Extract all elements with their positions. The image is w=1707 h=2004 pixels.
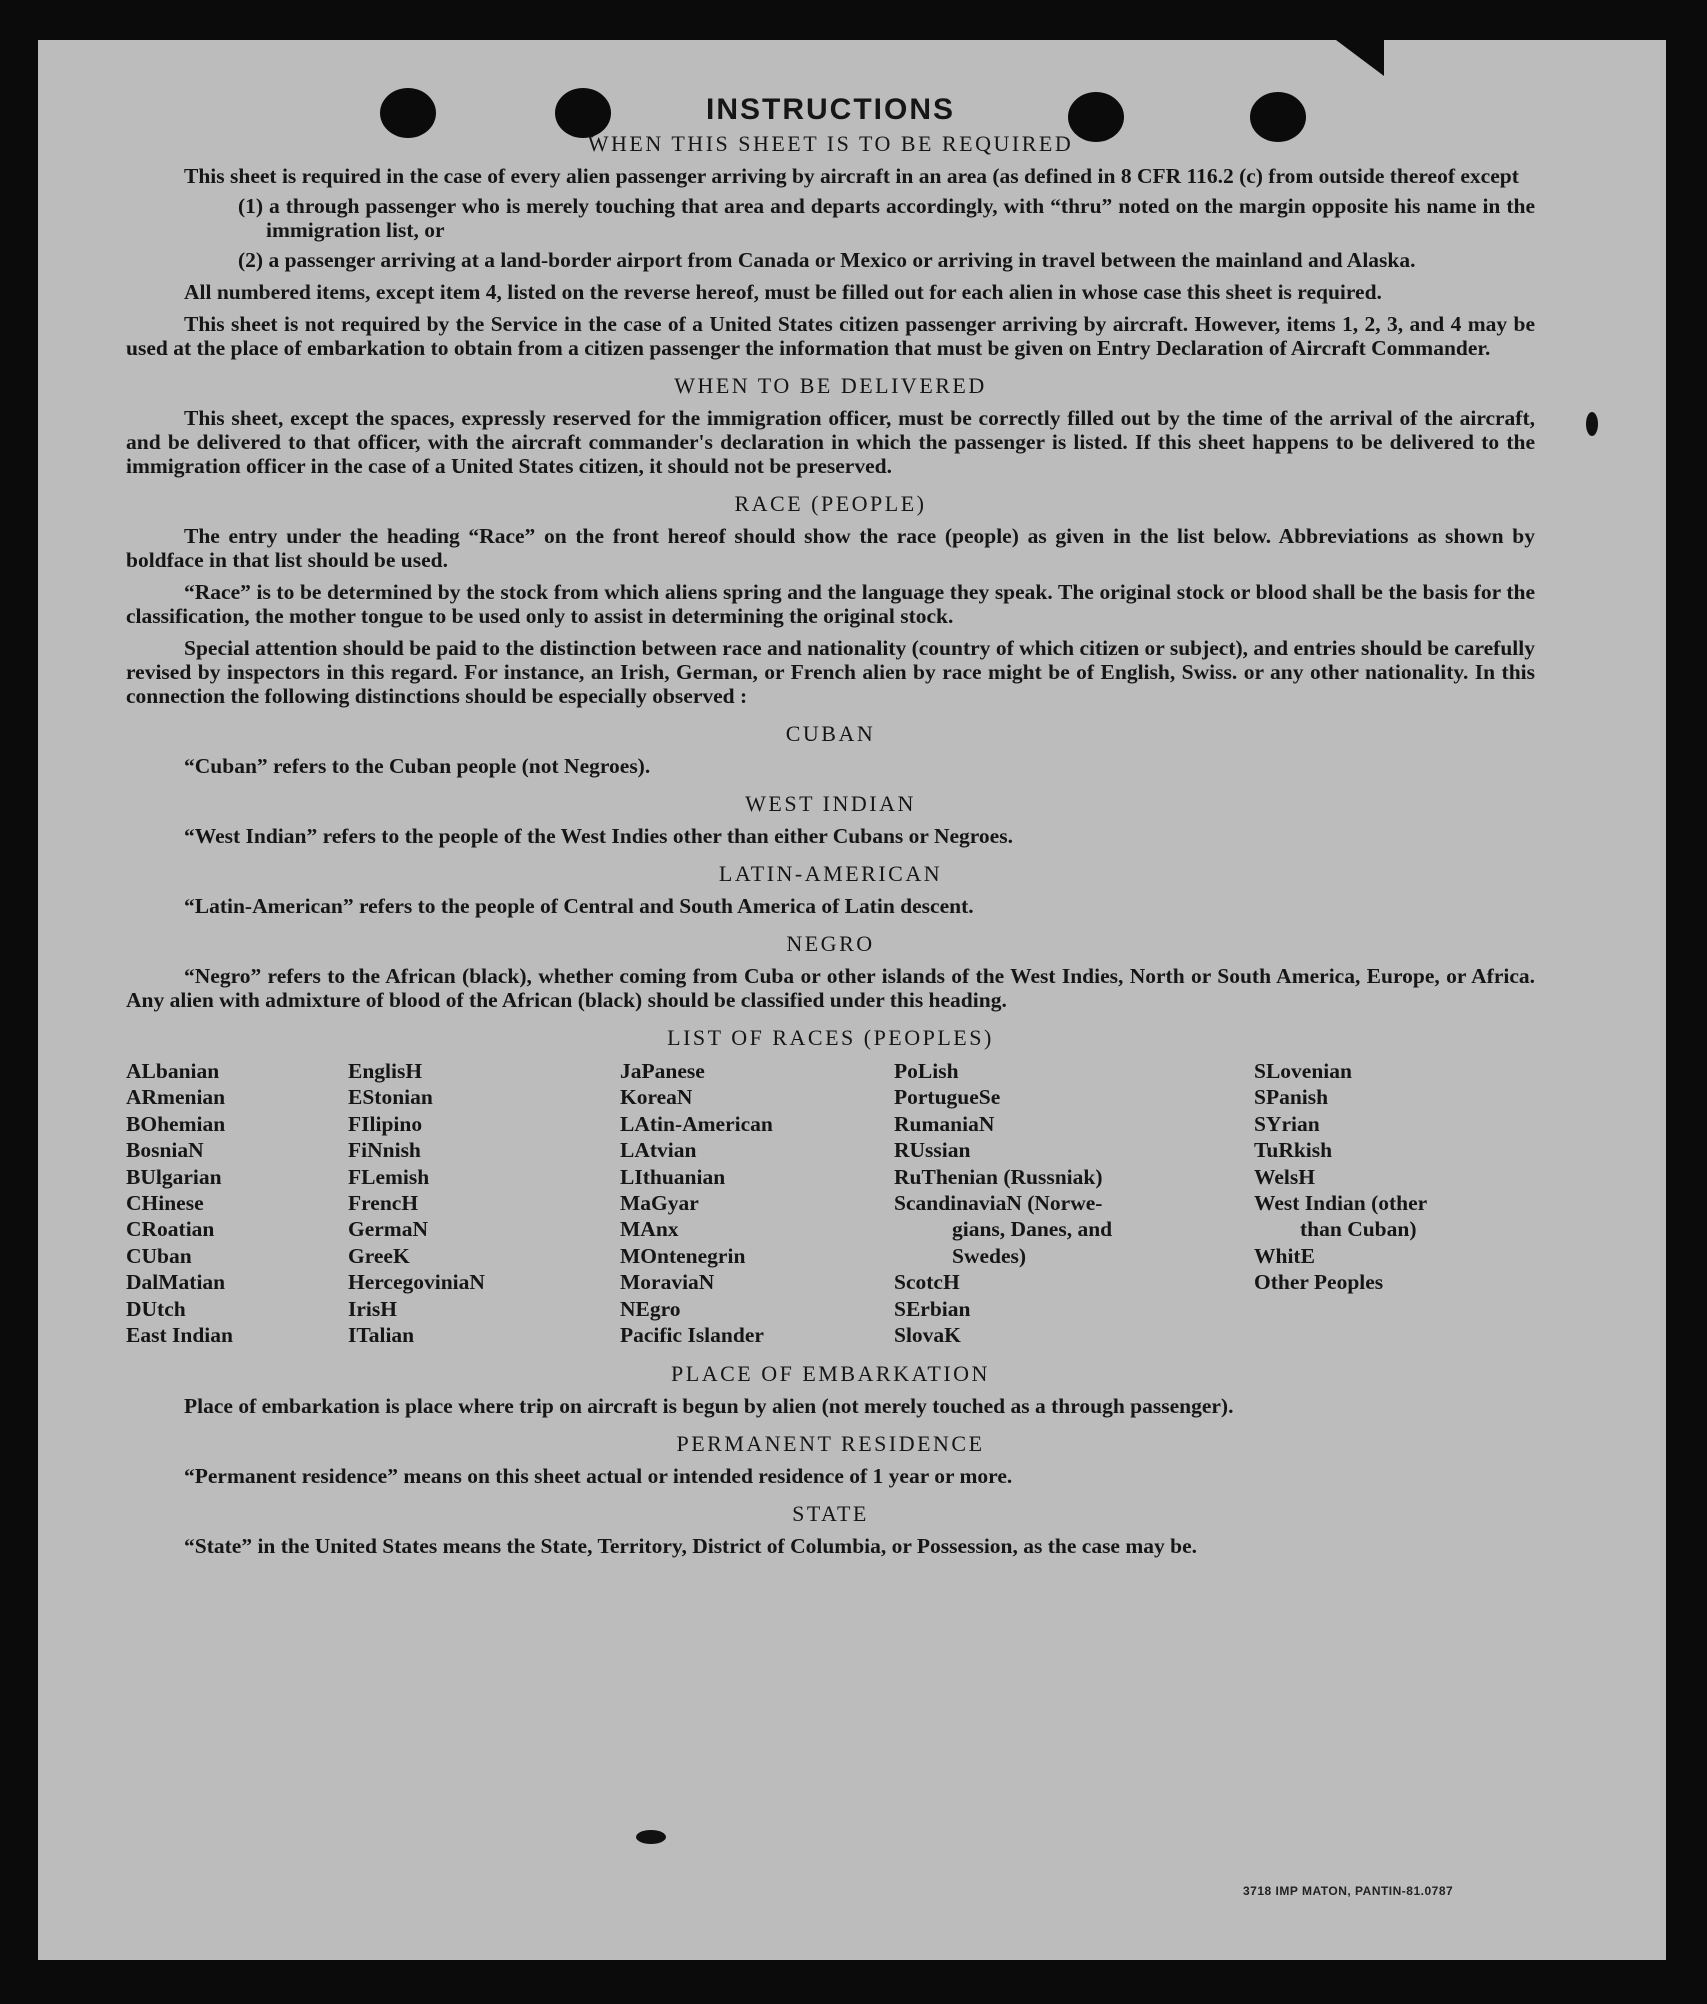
section-heading-west-indian: WEST INDIAN [745,791,916,816]
races-column [126,1058,348,1348]
state-definition: “State” in the United States means the State, Territory, District of Columbia, or Possession, as the case may be. [184,1534,1198,1559]
instructions-content [126,93,1535,1559]
race-entry: GreeK [348,1243,410,1268]
residence-definition: “Permanent residence” means on this sheet actual or intended residence of 1 year or more. [184,1464,1013,1489]
race-entry: Pacific Islander [620,1323,764,1348]
race-entry: BUlgarian [126,1164,222,1189]
race-entry: EnglisH [348,1059,423,1083]
required-item-2: (2) a passenger arriving at a land-border airport from Canada or Mexico or arriving in travel between the mainland and Alaska. [238,248,1416,272]
race-entry: ITalian [348,1323,415,1348]
race-entry: DUtch [126,1296,186,1321]
race-entry: GermaN [348,1217,428,1242]
race-entry: CRoatian [126,1217,215,1242]
section-heading-delivered: WHEN TO BE DELIVERED [674,373,987,398]
race-entry: West Indian (other [1254,1191,1428,1216]
race-entry: JaPanese [620,1059,705,1083]
race-entry: SPanish [1254,1085,1329,1110]
race-entry: Other Peoples [1254,1270,1384,1295]
required-item-1: (1) a through passenger who is merely touching that area and departs accordingly, with “thru” noted on the margin opposite his name in the immigration list, or [238,194,1535,242]
section-heading-state: STATE [792,1501,869,1527]
race-entry: FLemish [348,1164,430,1189]
race-entry: MoraviaN [620,1270,715,1295]
races-list [126,1058,1535,1348]
race-entry: MaGyar [620,1191,699,1216]
race-entry: FiNnish [348,1138,421,1163]
race-paragraph-3: Special attention should be paid to the distinction between race and nationality (country of which citizen or subject), and entries should be carefully revised by inspectors in this regard. For instance, an Irish, German, or French alien by race might be of English, Swiss. or any other nationality. In this connection the following distinctions should be especially observed : [126,636,1535,708]
section-heading-race: RACE (PEOPLE) [734,491,927,516]
torn-corner [1336,40,1384,76]
race-entry: SYrian [1254,1111,1320,1136]
page-title: INSTRUCTIONS [706,93,955,126]
race-entry: RUssian [894,1138,971,1163]
race-entry-continuation: Swedes) [952,1243,1027,1268]
race-entry: HercegoviniaN [348,1270,485,1295]
delivered-paragraph: This sheet, except the spaces, expressly reserved for the immigration officer, must be correctly filled out by the time of the arrival of the aircraft, and be delivered to that officer, with the aircraft commander's declaration in which the passenger is listed. If this sheet happens to be delivered to the immigration officer in the case of a United States citizen, it should not be preserved. [126,406,1535,478]
race-entry: BOhemian [126,1111,226,1136]
section-heading-embarkation: PLACE OF EMBARKATION [671,1361,990,1387]
race-entry: ARmenian [126,1085,226,1110]
race-entry: LAtvian [620,1138,697,1163]
race-entry: PoLish [894,1059,959,1083]
race-entry: ScotcH [894,1270,960,1295]
race-entry: LIthuanian [620,1164,726,1189]
race-entry: FrencH [348,1191,419,1216]
printer-imprint: 3718 IMP MATON, PANTIN-81.0787 [1243,1884,1454,1898]
race-entry: East Indian [126,1323,233,1348]
section-heading-latin-american: LATIN-AMERICAN [718,861,943,886]
ink-blot [1586,412,1598,436]
embarkation-definition: Place of embarkation is place where trip on aircraft is begun by alien (not merely touched as a through passenger). [184,1394,1234,1419]
race-paragraph-1: The entry under the heading “Race” on the front hereof should show the race (people) as given in the list below. Abbreviations as shown by boldface in that list should be used. [126,524,1535,572]
races-column [894,1058,1254,1348]
races-column [1254,1058,1514,1348]
cuban-definition: “Cuban” refers to the Cuban people (not Negroes). [184,754,651,778]
races-column [620,1058,894,1348]
race-entry: MOntenegrin [620,1243,746,1268]
ink-blot [636,1830,666,1844]
race-entry: BosniaN [126,1138,204,1163]
required-paragraph-2: All numbered items, except item 4, listed on the reverse hereof, must be filled out for each alien in whose case this sheet is required. [184,280,1382,304]
race-entry: IrisH [348,1296,397,1321]
race-entry: EStonian [348,1085,433,1110]
race-entry: KoreaN [620,1085,693,1110]
race-entry: PortugueSe [894,1085,1001,1110]
race-entry: WelsH [1254,1164,1315,1189]
section-heading-residence: PERMANENT RESIDENCE [676,1431,985,1457]
race-entry: SlovaK [894,1323,961,1348]
race-entry: TuRkish [1254,1138,1333,1163]
section-heading-negro: NEGRO [786,931,875,956]
race-paragraph-2: “Race” is to be determined by the stock from which aliens spring and the language they speak. The original stock or blood shall be the basis for the classification, the mother tongue to be used only to assist in determining the original stock. [126,580,1535,628]
required-paragraph-3: This sheet is not required by the Service in the case of a United States citizen passenger arriving by aircraft. However, items 1, 2, 3, and 4 may be used at the place of embarkation to obtain from a citizen passenger the information that must be given on Entry Declaration of Aircraft Commander. [126,312,1535,360]
race-entry: MAnx [620,1217,679,1242]
race-entry: RuThenian (Russniak) [894,1164,1103,1189]
race-entry: ScandinaviaN (Norwe- [894,1191,1103,1216]
race-entry: SErbian [894,1296,971,1321]
race-entry: NEgro [620,1296,681,1321]
race-entry: SLovenian [1254,1059,1352,1083]
race-entry: WhitE [1254,1243,1315,1268]
latin-american-definition: “Latin-American” refers to the people of Central and South America of Latin descent. [184,894,974,918]
race-entry: ALbanian [126,1059,220,1083]
race-entry: LAtin-American [620,1111,773,1136]
section-heading-required: WHEN THIS SHEET IS TO BE REQUIRED [587,131,1074,156]
west-indian-definition: “West Indian” refers to the people of the West Indies other than either Cubans or Negroes. [184,824,1013,848]
race-entry: CUban [126,1243,192,1268]
races-column [348,1058,620,1348]
race-entry-continuation: than Cuban) [1300,1217,1417,1242]
race-entry: FIlipino [348,1111,423,1136]
race-entry-continuation: gians, Danes, and [952,1217,1113,1242]
race-entry: RumaniaN [894,1111,995,1136]
race-entry: DalMatian [126,1270,226,1295]
section-heading-cuban: CUBAN [785,721,876,746]
race-entry: CHinese [126,1191,204,1216]
negro-definition: “Negro” refers to the African (black), whether coming from Cuba or other islands of the West Indies, North or South America, Europe, or Africa. Any alien with admixture of blood of the African (black) should be classified under this heading. [126,964,1535,1012]
required-intro: This sheet is required in the case of every alien passenger arriving by aircraft in an area (as defined in 8 CFR 116.2 (c) from outside thereof except [184,164,1519,188]
section-heading-list-of-races: LIST OF RACES (PEOPLES) [667,1025,994,1050]
